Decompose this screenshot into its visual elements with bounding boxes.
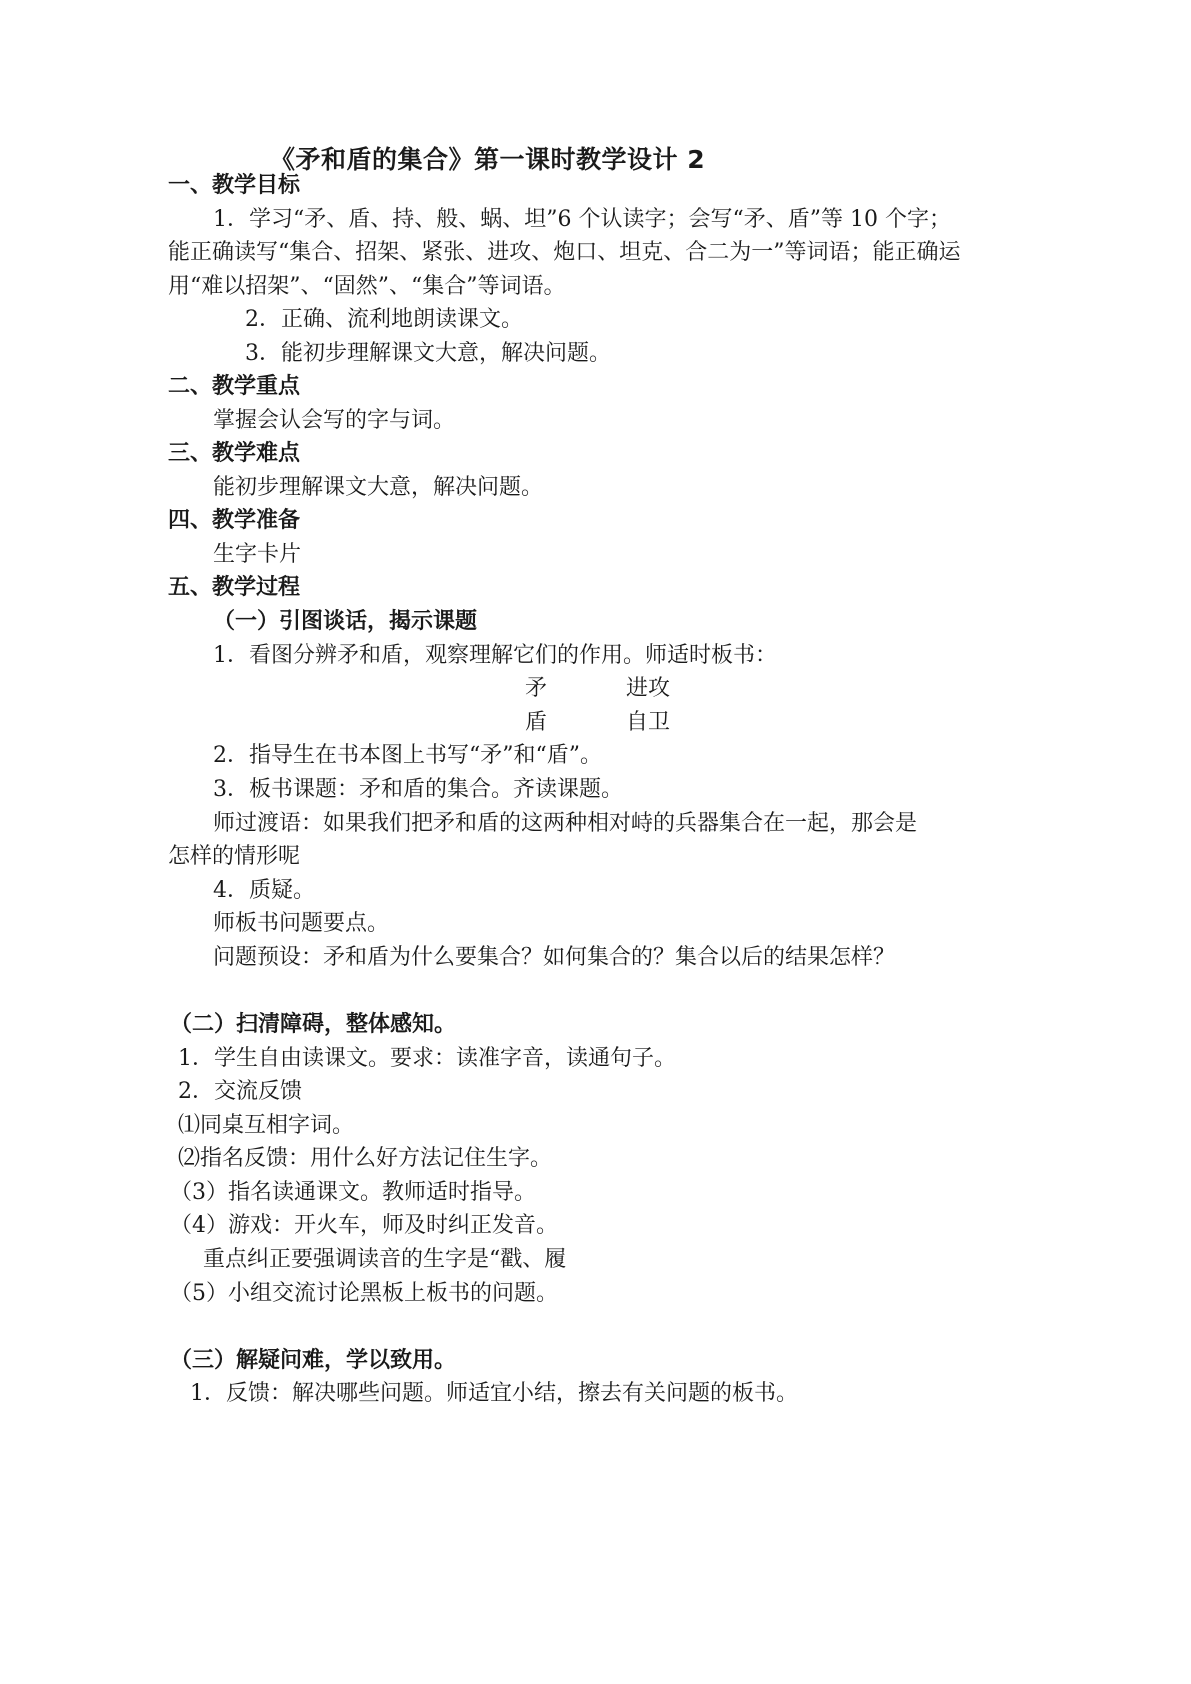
part1-note-2: 问题预设：矛和盾为什么要集合？如何集合的？集合以后的结果怎样？ [213, 945, 896, 970]
part1-heading: （一）引图谈话，揭示课题 [213, 609, 478, 634]
goal-item-1-line-2: 能正确读写“集合、招架、紧张、进攻、炮口、坦克、合二为一”等词语；能正确运 [168, 240, 961, 265]
section-heading-preparation: 四、教学准备 [168, 508, 301, 533]
section-heading-goals: 一、教学目标 [168, 173, 301, 198]
part3-step-1: 1．反馈：解决哪些问题。师适宜小结，擦去有关问题的板书。 [190, 1381, 798, 1406]
part2-step-2: 2．交流反馈 [178, 1079, 302, 1104]
part1-step-3: 3．板书课题：矛和盾的集合。齐读课题。 [213, 777, 623, 802]
goal-item-1-line-1: 1．学习“矛、盾、持、般、蜗、坦”6 个认读字；会写“矛、盾”等 10 个字； [213, 207, 951, 232]
part1-step-1: 1．看图分辨矛和盾，观察理解它们的作用。师适时板书： [213, 643, 777, 668]
part1-transition-line-2: 怎样的情形呢 [168, 844, 301, 869]
part1-step-2: 2．指导生在书本图上书写“矛”和“盾”。 [213, 743, 602, 768]
part1-transition-line-1: 师过渡语：如果我们把矛和盾的这两种相对峙的兵器集合在一起，那会是 [213, 811, 918, 836]
goal-item-1-line-3: 用“难以招架”、“固然”、“集合”等词语。 [168, 274, 566, 299]
part1-note-1: 师板书问题要点。 [213, 911, 390, 936]
goal-item-3: 3．能初步理解课文大意，解决问题。 [245, 341, 611, 366]
part2-step-1: 1．学生自由读课文。要求：读准字音，读通句子。 [178, 1046, 676, 1071]
section-heading-difficulties: 三、教学难点 [168, 441, 301, 466]
goal-item-2: 2．正确、流利地朗读课文。 [245, 307, 523, 332]
board-cell-attack: 进攻 [626, 676, 671, 701]
preparation-text: 生字卡片 [213, 542, 302, 567]
board-cell-spear: 矛 [525, 676, 548, 701]
part2-sub-1: ⑴同桌互相字词。 [178, 1113, 355, 1138]
board-cell-defend: 自卫 [626, 710, 671, 735]
part2-sub-4: （4）游戏：开火车，师及时纠正发音。 [170, 1213, 558, 1238]
section-heading-process: 五、教学过程 [168, 575, 301, 600]
part2-sub-5: （5）小组交流讨论黑板上板书的问题。 [170, 1281, 558, 1306]
part3-heading: （三）解疑问难，学以致用。 [170, 1348, 457, 1373]
part2-sub-3: （3）指名读通课文。教师适时指导。 [170, 1180, 536, 1205]
part2-sub-2: ⑵指名反馈：用什么好方法记住生字。 [178, 1146, 553, 1171]
board-cell-shield: 盾 [525, 710, 548, 735]
difficulties-text: 能初步理解课文大意，解决问题。 [213, 475, 544, 500]
key-points-text: 掌握会认会写的字与词。 [213, 408, 456, 433]
document-title: 《矛和盾的集合》第一课时教学设计 2 [270, 145, 706, 174]
part2-heading: （二）扫清障碍，整体感知。 [170, 1012, 457, 1037]
part1-step-4: 4．质疑。 [213, 878, 315, 903]
part2-sub-4-note: 重点纠正要强调读音的生字是“戳、履 [203, 1247, 567, 1272]
section-heading-key-points: 二、教学重点 [168, 374, 301, 399]
